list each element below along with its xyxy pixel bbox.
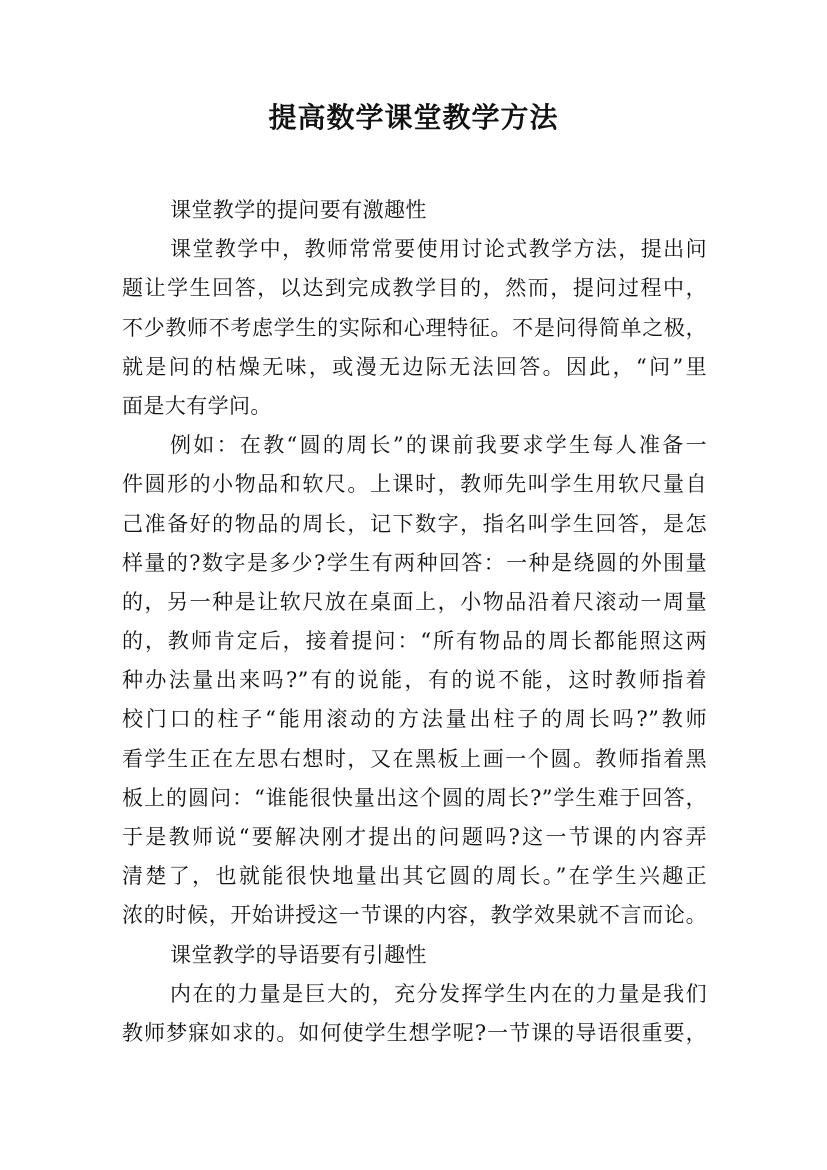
paragraph-line: 教师梦寐如求的。如何使学生想学呢?一节课的导语很重要， — [122, 1020, 707, 1045]
section-heading: 课堂教学的导语要有引趣性 — [170, 942, 427, 967]
paragraph-line: 校门口的柱子“能用滚动的方法量出柱子的周长吗?”教师 — [122, 707, 707, 732]
paragraph-line: 看学生正在左思右想时，又在黑板上画一个圆。教师指着黑 — [122, 746, 707, 771]
paragraph-line: 的，另一种是让软尺放在桌面上，小物品沿着尺滚动一周量 — [122, 589, 707, 614]
paragraph-line: 例如：在教“圆的周长”的课前我要求学生每人准备一 — [170, 433, 707, 458]
paragraph-line: 于是教师说“要解决刚才提出的问题吗?这一节课的内容弄 — [122, 825, 707, 849]
paragraph-line: 板上的圆问：“谁能很快量出这个圆的周长?”学生难于回答， — [122, 785, 707, 810]
paragraph-line: 题让学生回答，以达到完成教学目的，然而，提问过程中， — [122, 276, 707, 301]
paragraph-line: 件圆形的小物品和软尺。上课时，教师先叫学生用软尺量自 — [122, 472, 707, 497]
paragraph-line: 课堂教学中，教师常常要使用讨论式教学方法，提出问 — [170, 237, 707, 262]
paragraph-line: 浓的时候，开始讲授这一节课的内容，教学效果就不言而论。 — [122, 903, 707, 928]
section-heading: 课堂教学的提问要有激趣性 — [170, 198, 427, 222]
document-title: 提高数学课堂教学方法 — [268, 101, 559, 134]
paragraph-line: 清楚了，也就能很快地量出其它圆的周长。”在学生兴趣正 — [122, 864, 707, 889]
document-body — [122, 191, 707, 1053]
paragraph-line: 不少教师不考虑学生的实际和心理特征。不是问得简单之极， — [122, 315, 707, 340]
paragraph-line: 内在的力量是巨大的，充分发挥学生内在的力量是我们 — [170, 981, 707, 1006]
paragraph-line: 样量的?数字是多少?学生有两种回答：一种是绕圆的外围量 — [122, 550, 707, 575]
paragraph-line: 面是大有学问。 — [122, 393, 272, 418]
paragraph-line: 就是问的枯燥无味，或漫无边际无法回答。因此，“问”里 — [122, 354, 707, 379]
paragraph-line: 己准备好的物品的周长，记下数字，指名叫学生回答，是怎 — [122, 511, 707, 536]
paragraph-line: 的，教师肯定后，接着提问：“所有物品的周长都能照这两 — [122, 629, 707, 654]
paragraph-line: 种办法量出来吗?”有的说能，有的说不能，这时教师指着 — [122, 668, 707, 693]
